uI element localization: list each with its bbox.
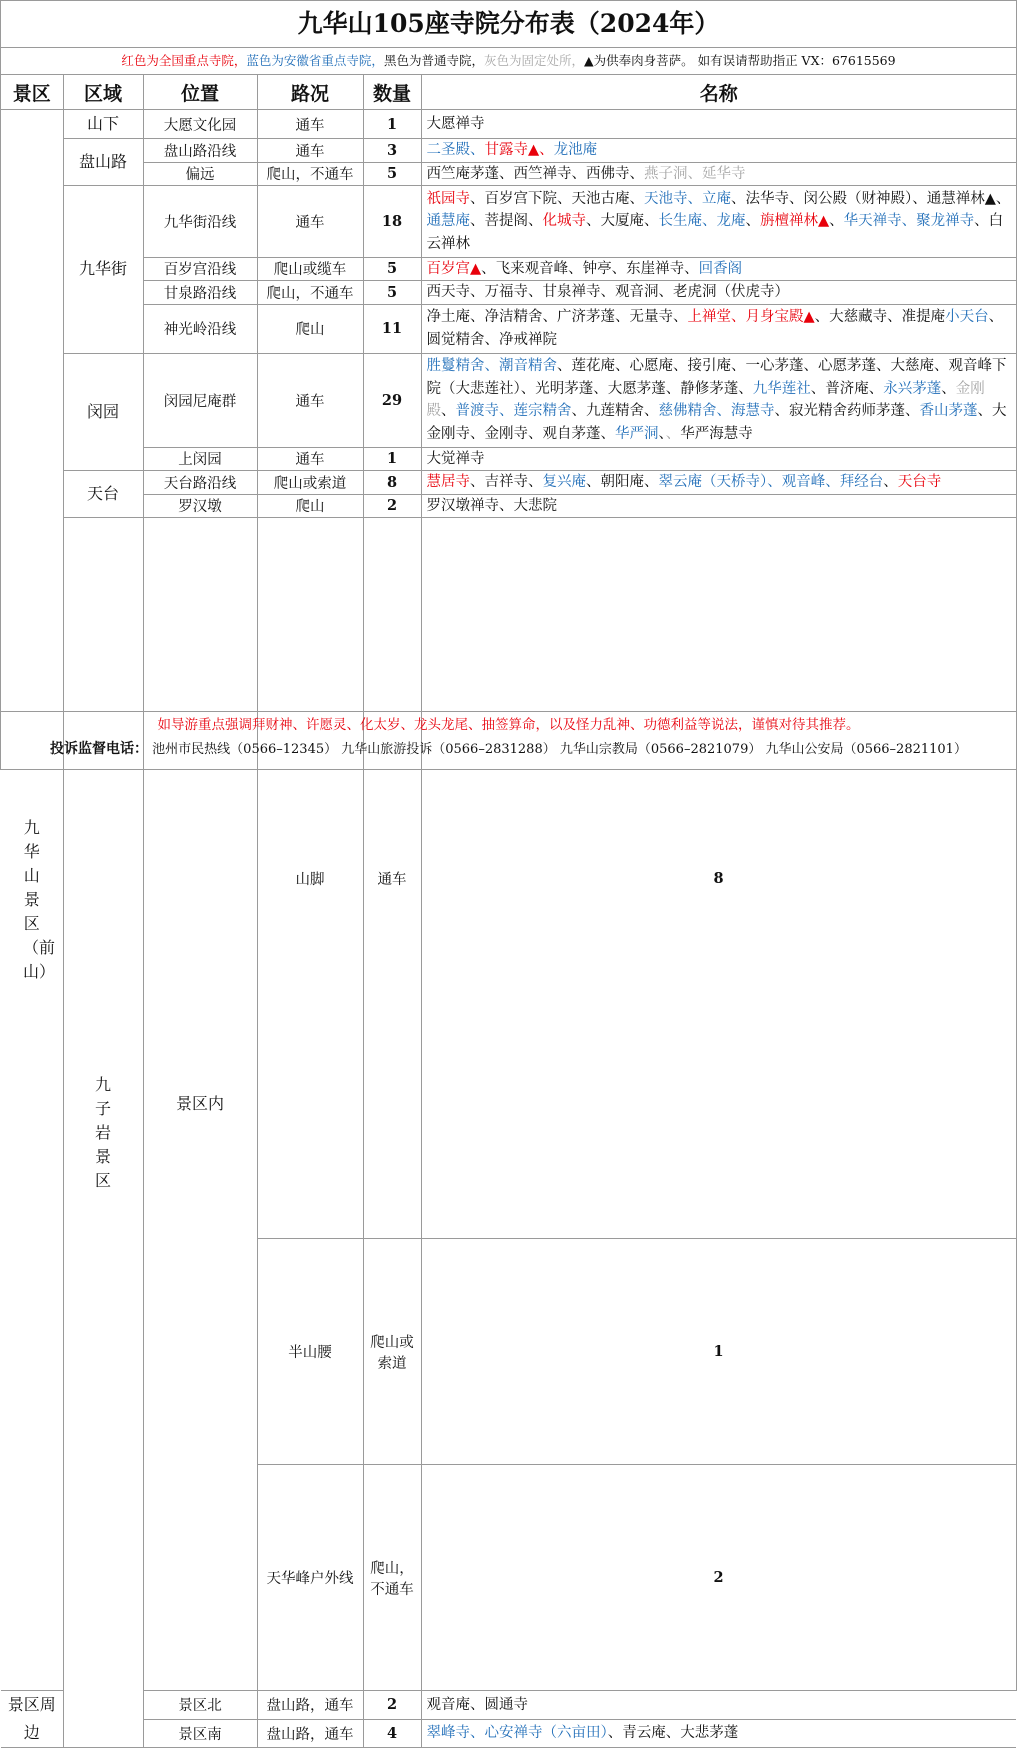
temple-names-cell bbox=[421, 304, 1016, 353]
road-condition-cell: 通车 bbox=[363, 518, 421, 1239]
temple-name: 、圆觉精舍、净戒禅院 bbox=[426, 309, 1004, 348]
temple-name: 胜鬘精舍、潮音精舍 bbox=[426, 358, 557, 374]
location-cell: 半山腰 bbox=[257, 1239, 363, 1465]
legend-item: ▲为供奉肉身菩萨。 bbox=[583, 53, 694, 68]
location-cell: 大愿文化园 bbox=[143, 110, 257, 139]
temple-name: 燕子洞、延华寺 bbox=[644, 165, 746, 182]
table-row bbox=[1, 1691, 1016, 1720]
temple-count-cell: 1 bbox=[363, 447, 421, 471]
header-road: 路况 bbox=[257, 75, 363, 110]
location-cell: 甘泉路沿线 bbox=[143, 281, 257, 305]
temple-name: 普渡寺、莲宗精舍 bbox=[455, 403, 572, 419]
temple-name: 罗汉墩禅寺、大悲院 bbox=[426, 497, 557, 514]
road-condition-cell: 爬山或索道 bbox=[363, 1239, 421, 1465]
temple-count-cell: 8 bbox=[421, 518, 1016, 1239]
table-row bbox=[1, 186, 1016, 258]
location-cell: 山脚 bbox=[257, 518, 363, 1239]
table-row bbox=[1, 494, 1016, 518]
region-cell: 山下 bbox=[63, 110, 143, 139]
table-row bbox=[1, 257, 1016, 281]
header-names: 名称 bbox=[421, 75, 1016, 110]
road-condition-cell: 盘山路，通车 bbox=[257, 1719, 363, 1748]
legend-item: 红色为全国重点寺院， bbox=[121, 53, 247, 68]
temple-name: 、大厦庵、 bbox=[586, 213, 659, 229]
temple-count-cell: 3 bbox=[363, 139, 421, 163]
hotline-numbers: 池州市民热线（0566–12345） 九华山旅游投诉（0566–2831288） 九华山宗教局（0566–2821079） 九华山公安局（0566–2821101） bbox=[152, 742, 967, 757]
location-cell: 景区北 bbox=[143, 1691, 257, 1720]
temple-name: 、吉祥寺、 bbox=[470, 474, 543, 490]
temple-name: 旃檀禅林▲ bbox=[760, 213, 830, 229]
temple-names-cell bbox=[421, 257, 1016, 281]
temple-name: 西竺庵茅蓬、西竺禅寺、西佛寺、 bbox=[426, 165, 644, 182]
temple-name: 回香阁 bbox=[698, 260, 743, 277]
temple-name: 上禅堂、月身宝殿▲ bbox=[687, 309, 815, 325]
temple-name: 翠云庵（天桥寺）、观音峰、拜经台 bbox=[658, 474, 884, 490]
footer bbox=[1, 711, 1016, 764]
temple-name: 、朝阳庵、 bbox=[586, 474, 659, 490]
table-row bbox=[1, 353, 1016, 447]
temple-names-cell bbox=[421, 1691, 1016, 1720]
temple-name: 、青云庵、大悲茅蓬 bbox=[607, 1725, 739, 1741]
temple-name: 、寂光精舍药师茅蓬、 bbox=[774, 403, 920, 419]
table-header-row bbox=[1, 75, 1016, 110]
temple-name: 西天寺、万福寺、甘泉禅寺、观音洞、老虎洞（伏虎寺） bbox=[426, 284, 789, 300]
temple-name: 、 bbox=[470, 142, 485, 158]
road-condition-cell: 爬山 bbox=[257, 494, 363, 518]
scenic-area-label: 九子岩景区 bbox=[94, 1074, 111, 1190]
table-row bbox=[1, 447, 1016, 471]
temple-name: 观音庵、圆通寺 bbox=[426, 1696, 528, 1713]
temple-count-cell: 5 bbox=[363, 162, 421, 186]
footer-notice: 如导游重点强调拜财神、许愿灵、化太岁、龙头龙尾、抽签算命，以及怪力乱神、功德利益等说法，谨慎对待其推荐。 bbox=[157, 717, 860, 733]
road-condition-cell: 通车 bbox=[257, 447, 363, 471]
legend-item: 灰色为固定处所， bbox=[483, 53, 584, 68]
temple-name: 复兴庵 bbox=[542, 474, 586, 490]
temple-name: 、 bbox=[829, 213, 844, 229]
temple-count-cell: 11 bbox=[363, 304, 421, 353]
temple-names-cell bbox=[421, 447, 1016, 471]
temple-names-cell bbox=[421, 186, 1016, 258]
table-row bbox=[1, 162, 1016, 186]
scenic-area-cell bbox=[63, 518, 143, 1748]
temple-name: 华严海慧寺 bbox=[680, 425, 753, 442]
temple-name: 、莲花庵、心愿庵、接引庵、一心茅蓬、心愿茅蓬、大慈庵、观音峰下院（大悲莲社）、光明茅蓬、大愿茅蓬、静修茅蓬、 bbox=[426, 358, 1007, 397]
header-location: 位置 bbox=[143, 75, 257, 110]
temple-name: 长生庵、龙庵 bbox=[658, 213, 746, 229]
header-region: 区域 bbox=[63, 75, 143, 110]
temple-count-cell: 1 bbox=[363, 110, 421, 139]
location-cell: 神光岭沿线 bbox=[143, 304, 257, 353]
location-cell: 偏远 bbox=[143, 162, 257, 186]
temple-name: 、百岁宫下院、天池古庵、 bbox=[470, 190, 644, 207]
road-condition-cell: 爬山或索道 bbox=[257, 471, 363, 495]
road-condition-cell: 通车 bbox=[257, 353, 363, 447]
region-cell: 闵园 bbox=[63, 353, 143, 471]
temple-name: 、 bbox=[665, 425, 681, 442]
temple-count-cell: 4 bbox=[363, 1719, 421, 1748]
region-cell: 九华街 bbox=[63, 186, 143, 354]
temple-names-cell bbox=[421, 353, 1016, 447]
location-cell: 盘山路沿线 bbox=[143, 139, 257, 163]
temple-name: 甘露寺▲ bbox=[484, 142, 540, 158]
header-scenic: 景区 bbox=[1, 75, 63, 110]
temple-name: 华严洞 bbox=[615, 425, 659, 442]
temple-name: 、 bbox=[745, 213, 760, 229]
location-cell: 百岁宫沿线 bbox=[143, 257, 257, 281]
temple-names-cell bbox=[421, 162, 1016, 186]
temple-table bbox=[1, 75, 1016, 1748]
road-condition-cell: 爬山，不通车 bbox=[257, 281, 363, 305]
temple-name: 、法华寺、闵公殿（财神殿）、通慧禅林▲、 bbox=[731, 190, 1011, 207]
temple-names-cell bbox=[421, 494, 1016, 518]
temple-name: 天台寺 bbox=[897, 474, 942, 490]
temple-count-cell: 8 bbox=[363, 471, 421, 495]
road-condition-cell: 爬山或缆车 bbox=[257, 257, 363, 281]
temple-names-cell bbox=[421, 110, 1016, 139]
temple-name: 净土庵、净洁精舍、广济茅蓬、无量寺、 bbox=[426, 309, 688, 325]
temple-names-cell bbox=[421, 281, 1016, 305]
temple-name: 翠峰寺、心安禅寺（六亩田） bbox=[426, 1725, 608, 1741]
location-cell: 九华街沿线 bbox=[143, 186, 257, 258]
temple-name: 、飞来观音峰、钟亭、东崖禅寺、 bbox=[481, 260, 699, 277]
temple-count-cell: 2 bbox=[363, 1691, 421, 1720]
temple-name: 天池寺、立庵 bbox=[644, 190, 731, 207]
temple-name: 二圣殿 bbox=[426, 142, 470, 158]
road-condition-cell: 爬山，不通车 bbox=[363, 1465, 421, 1691]
temple-name: 、白云禅林 bbox=[426, 213, 1004, 252]
temple-name: 、 bbox=[658, 425, 666, 442]
footer-hotlines-line bbox=[1, 738, 1016, 764]
temple-count-cell: 5 bbox=[363, 257, 421, 281]
legend-item: 如有误请帮助指正 VX：67615569 bbox=[693, 53, 896, 68]
location-cell: 上闵园 bbox=[143, 447, 257, 471]
temple-count-cell: 2 bbox=[363, 494, 421, 518]
temple-count-cell: 5 bbox=[363, 281, 421, 305]
page-title: 九华山105座寺院分布表（2024年） bbox=[1, 1, 1016, 48]
table-row bbox=[1, 110, 1016, 139]
region-cell: 景区内 bbox=[143, 518, 257, 1691]
legend-item: 蓝色为安徽省重点寺院， bbox=[246, 53, 384, 68]
location-cell: 天台路沿线 bbox=[143, 471, 257, 495]
scenic-area-cell bbox=[1, 110, 63, 1691]
road-condition-cell: 通车 bbox=[257, 139, 363, 163]
temple-name: 、 bbox=[883, 474, 898, 490]
road-condition-cell: 通车 bbox=[257, 186, 363, 258]
temple-name: 、菩提阁、 bbox=[470, 213, 543, 229]
temple-count-cell: 1 bbox=[421, 1239, 1016, 1465]
temple-name: 香山茅蓬 bbox=[919, 403, 978, 419]
location-cell: 罗汉墩 bbox=[143, 494, 257, 518]
temple-name: 大觉禅寺 bbox=[426, 450, 485, 467]
region-cell: 天台 bbox=[63, 471, 143, 518]
location-cell: 景区南 bbox=[143, 1719, 257, 1748]
temple-names-cell bbox=[421, 139, 1016, 163]
temple-name: 、大慈藏寺、准提庵 bbox=[814, 309, 946, 325]
temple-name: 慧居寺 bbox=[426, 474, 470, 490]
temple-names-cell bbox=[421, 471, 1016, 495]
table-row bbox=[1, 281, 1016, 305]
hotline-label: 投诉监督电话： bbox=[50, 741, 149, 757]
color-legend bbox=[1, 48, 1016, 75]
table-row bbox=[1, 139, 1016, 163]
temple-name: 百岁宫▲ bbox=[426, 260, 482, 277]
temple-name: 、九莲精舍、 bbox=[571, 403, 659, 419]
legend-item: 黑色为普通寺院， bbox=[383, 53, 484, 68]
road-condition-cell: 盘山路，通车 bbox=[257, 1691, 363, 1720]
temple-name: 华天禅寺、聚龙禅寺 bbox=[843, 213, 975, 229]
temple-count-cell: 2 bbox=[421, 1465, 1016, 1691]
table-row bbox=[1, 304, 1016, 353]
road-condition-cell: 通车 bbox=[257, 110, 363, 139]
road-condition-cell: 爬山 bbox=[257, 304, 363, 353]
temple-name: 、 bbox=[441, 403, 456, 419]
location-cell: 闵园尼庵群 bbox=[143, 353, 257, 447]
temple-name: 、 bbox=[539, 142, 554, 158]
scenic-area-label: 九华山景区（前山） bbox=[22, 818, 55, 981]
region-cell: 盘山路 bbox=[63, 139, 143, 186]
temple-name: 、 bbox=[941, 380, 956, 397]
temple-name: 大愿禅寺 bbox=[426, 115, 485, 132]
temple-name: 通慧庵 bbox=[426, 213, 470, 229]
header-count: 数量 bbox=[363, 75, 421, 110]
temple-name: 永兴茅蓬 bbox=[883, 380, 942, 397]
temple-name: 祇园寺 bbox=[426, 190, 470, 207]
temple-name: 慈佛精舍、海慧寺 bbox=[658, 403, 775, 419]
temple-name: 龙池庵 bbox=[553, 142, 598, 158]
temple-name: 化城寺 bbox=[542, 213, 586, 229]
road-condition-cell: 爬山，不通车 bbox=[257, 162, 363, 186]
temple-count-cell: 29 bbox=[363, 353, 421, 447]
temple-names-cell bbox=[421, 1719, 1016, 1748]
temple-name: 小天台 bbox=[945, 309, 989, 325]
table-row bbox=[1, 471, 1016, 495]
temple-name: 、大金刚寺、金刚寺、观自茅蓬、 bbox=[426, 403, 1007, 442]
table-row bbox=[1, 1719, 1016, 1748]
temple-name: 九华莲社 bbox=[752, 380, 811, 397]
region-cell: 景区周边 bbox=[1, 1691, 63, 1748]
temple-name: 、普济庵、 bbox=[810, 380, 884, 397]
table-row bbox=[1, 518, 1016, 1239]
temple-name: 金刚殿 bbox=[426, 380, 985, 419]
temple-count-cell: 18 bbox=[363, 186, 421, 258]
location-cell: 天华峰户外线 bbox=[257, 1465, 363, 1691]
